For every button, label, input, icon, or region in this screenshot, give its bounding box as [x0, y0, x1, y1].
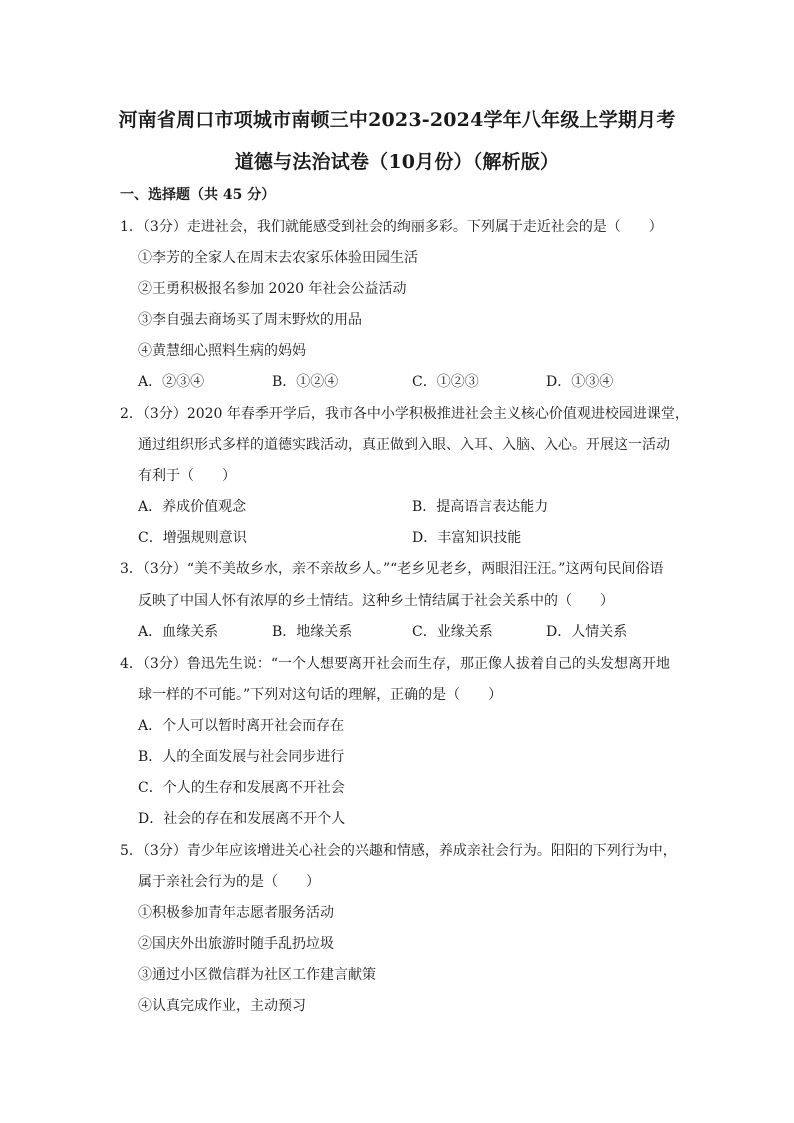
- question-stem: 属于亲社会行为的是（ ）: [138, 874, 320, 890]
- question-stem: 通过组织形式多样的道德实践活动，真正做到入眼、入耳、入脑、入心。开展这一活动: [138, 437, 670, 453]
- statement-item: ④认真完成作业，主动预习: [138, 998, 306, 1014]
- option-b: B．①②④: [272, 374, 339, 390]
- option-b: B．地缘关系: [272, 624, 353, 640]
- section-heading: 一、选择题（共 45 分）: [120, 187, 276, 203]
- option-a: A．②③④: [138, 374, 205, 390]
- question-stem: 1．（3分）走进社会，我们就能感受到社会的绚丽多彩。下列属于走近社会的是（ ）: [120, 219, 663, 235]
- document-title-line-2: 道德与法治试卷（10月份）（解析版）: [234, 151, 560, 173]
- statement-item: ②国庆外出旅游时随手乱扔垃圾: [138, 936, 334, 952]
- question-stem: 2．（3分）2020 年春季开学后，我市各中小学积极推进社会主义核心价值观进校园进课堂，: [120, 406, 689, 422]
- statement-item: ①积极参加青年志愿者服务活动: [138, 905, 334, 921]
- question-stem: 3．（3分）“美不美故乡水，亲不亲故乡人。”“老乡见老乡，两眼泪汪汪。”这两句民间俗语: [120, 561, 664, 577]
- document-title-line-1: 河南省周口市项城市南顿三中2023-2024学年八年级上学期月考: [118, 109, 676, 131]
- option-b: B．提高语言表达能力: [412, 499, 549, 515]
- option-d: D．①③④: [546, 374, 614, 390]
- option-b: B．人的全面发展与社会同步进行: [138, 749, 345, 765]
- statement-item: ①李芳的全家人在周末去农家乐体验田园生活: [138, 250, 418, 266]
- option-c: C．业缘关系: [412, 624, 493, 640]
- question-stem: 反映了中国人怀有浓厚的乡土情结。这种乡土情结属于社会关系中的（ ）: [138, 593, 614, 609]
- option-c: C．个人的生存和发展离不开社会: [138, 780, 345, 796]
- option-a: A．养成价值观念: [138, 499, 247, 515]
- option-a: A．个人可以暂时离开社会而存在: [138, 718, 345, 734]
- option-c: C．①②③: [412, 374, 479, 390]
- question-stem: 球一样的不可能。”下列对这句话的理解，正确的是（ ）: [138, 687, 503, 703]
- question-stem: 4．（3分）鲁迅先生说：“一个人想要离开社会而生存，那正像人拔着自己的头发想离开地: [120, 656, 670, 672]
- option-d: D．人情关系: [546, 624, 628, 640]
- statement-item: ③通过小区微信群为社区工作建言献策: [138, 967, 376, 983]
- option-c: C．增强规则意识: [138, 530, 247, 546]
- statement-item: ②王勇积极报名参加 2020 年社会公益活动: [138, 281, 407, 297]
- question-stem: 5．（3分）青少年应该增进关心社会的兴趣和情感，养成亲社会行为。阳阳的下列行为中，: [120, 843, 677, 859]
- question-stem: 有利于（ ）: [138, 468, 236, 484]
- statement-item: ④黄慧细心照料生病的妈妈: [138, 343, 306, 359]
- option-d: D．丰富知识技能: [412, 530, 522, 546]
- option-a: A．血缘关系: [138, 624, 219, 640]
- option-d: D．社会的存在和发展离不开个人: [138, 811, 346, 827]
- statement-item: ③李自强去商场买了周末野炊的用品: [138, 312, 362, 328]
